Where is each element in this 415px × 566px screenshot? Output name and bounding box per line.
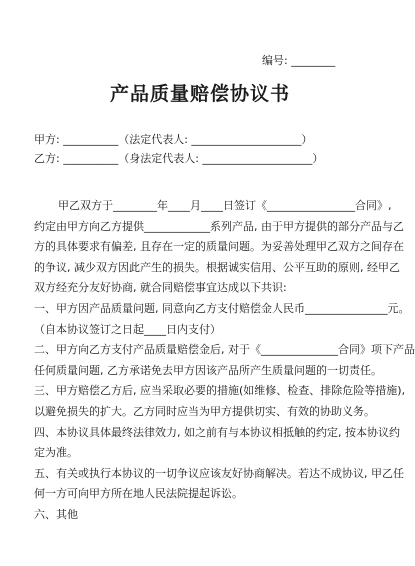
clause-5-line-2: 何一方可向甲方所在地人民法院提起诉讼。: [34, 487, 243, 501]
document-title: 产品质量赔偿协议书: [109, 83, 290, 105]
serial-number-field: 编号: ________: [262, 54, 336, 67]
clause-1-line-1: 一、甲方因产品质量问题, 同意向乙方支付赔偿金人民币_______________元。: [34, 301, 410, 315]
clause-3-line-1: 三、甲方赔偿乙方后, 应当采取必要的措施(如维修、检查、排除危险等措施),: [34, 384, 406, 398]
clause-4-line-2: 定为准。: [34, 446, 78, 460]
clause-6-line-1: 六、其他: [34, 507, 78, 521]
party-b-line: 乙方: __________（身法定代表人: ____________________）: [34, 152, 324, 165]
agreement-body: [34, 196, 415, 526]
clause-5-line-1: 五、有关或执行本协议的一切争议应该友好协商解决。若达不成协议, 甲乙任: [34, 466, 404, 480]
party-a-line: 甲方: __________（法定代表人: ____________________）: [34, 133, 313, 146]
clause-2-line-2: 任何质量问题, 乙方承诺免去甲方因该产品所产生质量问题的一切责任。: [34, 363, 382, 377]
clause-2-line-1: 二、甲方向乙方支付产品质量赔偿金后, 对于《______________合同》项下产品: [34, 343, 415, 357]
body-line-preamble-3: 方的具体要求有偏差, 且存在一定的质量问题。为妥善处理甲乙双方之间存在: [34, 240, 404, 254]
body-line-preamble-2: 约定由甲方向乙方提供____________系列产品, 由于甲方提供的部分产品与乙: [34, 219, 404, 233]
body-line-preamble-4: 的争议, 减少双方因此产生的损失。根据诚实信用、公平互助的原则, 经甲乙: [34, 260, 400, 274]
clause-3-line-2: 以避免损失的扩大。乙方同时应当为甲方提供切实、有效的协助义务。: [34, 404, 375, 418]
clause-4-line-1: 四、本协议具体最终法律效力, 如之前有与本协议相抵触的约定, 按本协议约: [34, 425, 400, 439]
body-line-preamble-5: 双方经充分友好协商, 就合同赔偿事宜达成以下共识:: [34, 281, 287, 295]
body-line-preamble-1: 甲乙双方于________年____月____日签订《________________合同》,: [58, 199, 392, 212]
clause-1-line-2: （自本协议签订之日起____日内支付）: [34, 322, 221, 336]
